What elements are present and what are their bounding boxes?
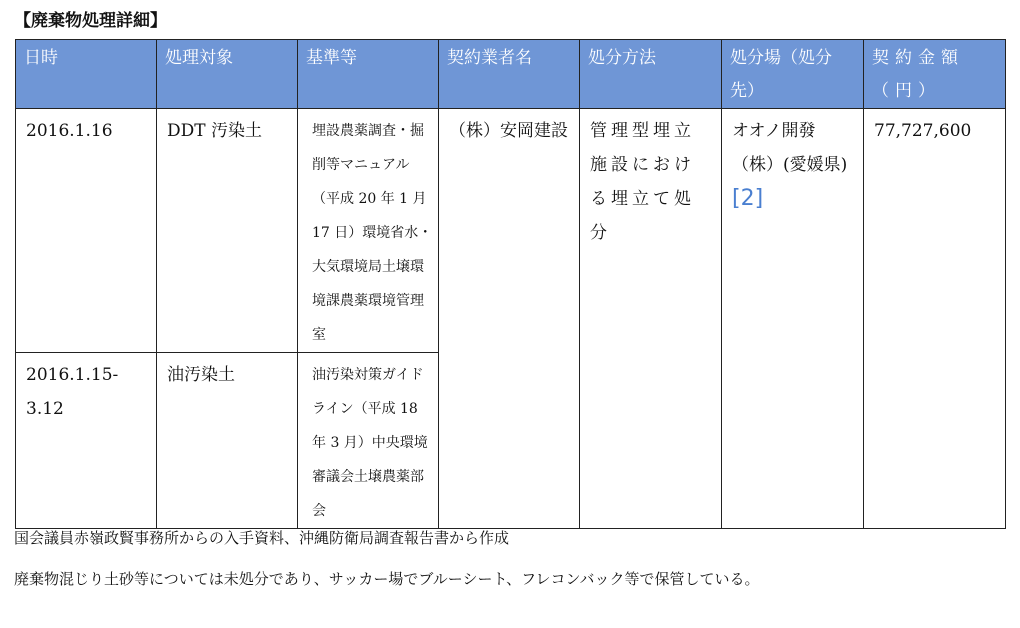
cell-date: 2016.1.15-3.12 xyxy=(16,353,157,529)
cell-method: 管理型埋立施設における埋立て処分 xyxy=(580,109,722,529)
cell-contractor: （株）安岡建設 xyxy=(439,109,580,529)
footnote-reference-link[interactable]: [2] xyxy=(732,186,764,211)
header-amount: 契約金額（円） xyxy=(864,40,1006,109)
header-contractor: 契約業者名 xyxy=(439,40,580,109)
table-header-row xyxy=(16,40,1006,109)
source-note: 国会議員赤嶺政賢事務所からの入手資料、沖縄防衛局調査報告書から作成 xyxy=(14,529,510,547)
cell-target: DDT 汚染土 xyxy=(157,109,298,353)
cell-target: 油汚染土 xyxy=(157,353,298,529)
waste-disposal-table xyxy=(15,39,1006,529)
storage-note: 廃棄物混じり土砂等については未処分であり、サッカー場でブルーシート、フレコンバック等で保管している。 xyxy=(14,570,760,588)
site-name: オオノ開發（株）(愛媛県) xyxy=(732,121,848,175)
header-standard: 基準等 xyxy=(298,40,439,109)
header-target: 処理対象 xyxy=(157,40,298,109)
cell-site xyxy=(722,109,864,529)
cell-standard: 油汚染対策ガイドライン（平成 18 年 3 月）中央環境審議会土壌農薬部会 xyxy=(298,353,439,529)
header-method: 処分方法 xyxy=(580,40,722,109)
header-site: 処分場（処分先） xyxy=(722,40,864,109)
header-date: 日時 xyxy=(16,40,157,109)
document-title: 【廃棄物処理詳細】 xyxy=(14,11,167,31)
cell-amount: 77,727,600 xyxy=(864,109,1006,529)
cell-standard: 埋設農薬調査・掘削等マニュアル（平成 20 年 1 月 17 日）環境省水・大気環境局土壌環境課農薬環境管理室 xyxy=(298,109,439,353)
table-row xyxy=(16,109,1006,353)
cell-date: 2016.1.16 xyxy=(16,109,157,353)
